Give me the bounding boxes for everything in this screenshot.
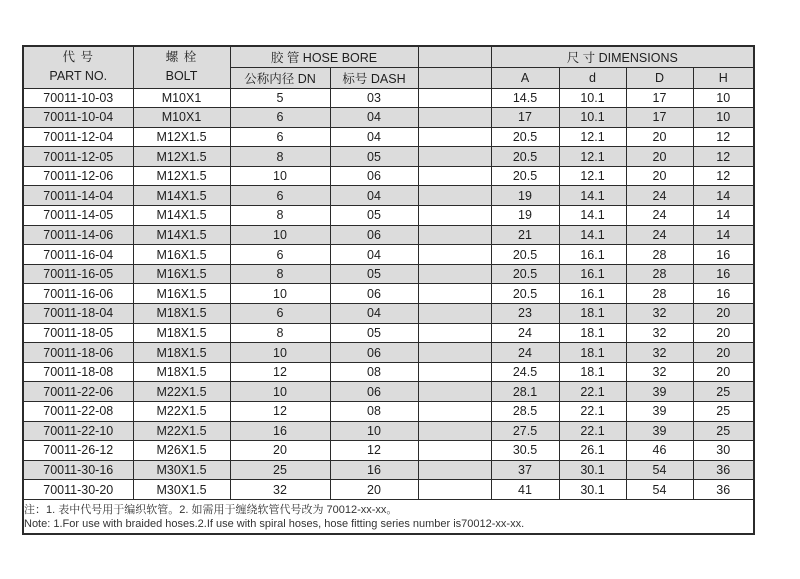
cell-part-no: 70011-18-04 bbox=[23, 304, 133, 324]
cell-dim-d-big: 54 bbox=[626, 480, 693, 500]
cell-dn: 6 bbox=[230, 108, 330, 128]
header-blank-top bbox=[418, 46, 491, 67]
cell-dn: 12 bbox=[230, 402, 330, 422]
cell-dim-h: 25 bbox=[693, 421, 754, 441]
cell-bolt: M12X1.5 bbox=[133, 127, 230, 147]
cell-dim-a: 20.5 bbox=[491, 245, 559, 265]
cell-dim-a: 41 bbox=[491, 480, 559, 500]
cell-part-no: 70011-22-06 bbox=[23, 382, 133, 402]
cell-dim-d-small: 18.1 bbox=[559, 304, 626, 324]
cell-dim-h: 10 bbox=[693, 108, 754, 128]
cell-dim-h: 36 bbox=[693, 460, 754, 480]
cell-dim-a: 24 bbox=[491, 343, 559, 363]
cell-dash: 06 bbox=[330, 166, 418, 186]
note-line-zh bbox=[24, 503, 753, 517]
cell-dn: 6 bbox=[230, 304, 330, 324]
cell-dn: 12 bbox=[230, 362, 330, 382]
cell-dash: 04 bbox=[330, 245, 418, 265]
col-header-dim-h: H bbox=[693, 67, 754, 88]
cell-dim-a: 20.5 bbox=[491, 147, 559, 167]
note-line-en bbox=[24, 517, 753, 531]
cell-dim-d-small: 22.1 bbox=[559, 421, 626, 441]
cell-part-no: 70011-26-12 bbox=[23, 441, 133, 461]
table-row bbox=[23, 284, 754, 304]
cell-dim-d-small: 16.1 bbox=[559, 264, 626, 284]
cell-dn: 6 bbox=[230, 186, 330, 206]
cell-bolt: M26X1.5 bbox=[133, 441, 230, 461]
cell-dn: 16 bbox=[230, 421, 330, 441]
cell-dim-h: 16 bbox=[693, 284, 754, 304]
cell-dash: 04 bbox=[330, 127, 418, 147]
table-row bbox=[23, 343, 754, 363]
cell-bolt: M16X1.5 bbox=[133, 264, 230, 284]
col-header-dim-d-big: D bbox=[626, 67, 693, 88]
cell-dn: 20 bbox=[230, 441, 330, 461]
cell-blank bbox=[418, 460, 491, 480]
cell-part-no: 70011-12-04 bbox=[23, 127, 133, 147]
col-header-part-no bbox=[23, 46, 133, 88]
cell-dim-d-small: 16.1 bbox=[559, 284, 626, 304]
cell-part-no: 70011-16-05 bbox=[23, 264, 133, 284]
col-header-part-no-en: PART NO. bbox=[49, 69, 108, 84]
cell-dim-h: 14 bbox=[693, 225, 754, 245]
cell-bolt: M16X1.5 bbox=[133, 284, 230, 304]
cell-dim-h: 16 bbox=[693, 264, 754, 284]
cell-dim-a: 27.5 bbox=[491, 421, 559, 441]
table-row bbox=[23, 421, 754, 441]
cell-bolt: M14X1.5 bbox=[133, 206, 230, 226]
table-footer bbox=[23, 499, 754, 534]
cell-dash: 05 bbox=[330, 147, 418, 167]
cell-blank bbox=[418, 323, 491, 343]
cell-blank bbox=[418, 343, 491, 363]
cell-blank bbox=[418, 206, 491, 226]
cell-bolt: M18X1.5 bbox=[133, 362, 230, 382]
cell-dn: 10 bbox=[230, 284, 330, 304]
cell-dim-d-small: 14.1 bbox=[559, 206, 626, 226]
cell-bolt: M14X1.5 bbox=[133, 186, 230, 206]
cell-blank bbox=[418, 402, 491, 422]
cell-dash: 08 bbox=[330, 362, 418, 382]
cell-blank bbox=[418, 421, 491, 441]
cell-part-no: 70011-14-04 bbox=[23, 186, 133, 206]
cell-dim-a: 17 bbox=[491, 108, 559, 128]
notes-cell bbox=[23, 499, 754, 534]
cell-dim-d-big: 20 bbox=[626, 147, 693, 167]
cell-bolt: M12X1.5 bbox=[133, 166, 230, 186]
cell-bolt: M12X1.5 bbox=[133, 147, 230, 167]
cell-part-no: 70011-18-08 bbox=[23, 362, 133, 382]
cell-dim-d-small: 12.1 bbox=[559, 147, 626, 167]
table-row bbox=[23, 88, 754, 108]
table-row bbox=[23, 402, 754, 422]
cell-bolt: M14X1.5 bbox=[133, 225, 230, 245]
cell-part-no: 70011-10-04 bbox=[23, 108, 133, 128]
cell-part-no: 70011-12-05 bbox=[23, 147, 133, 167]
cell-dim-d-big: 24 bbox=[626, 206, 693, 226]
cell-dim-a: 19 bbox=[491, 206, 559, 226]
cell-dash: 04 bbox=[330, 304, 418, 324]
table-body bbox=[23, 88, 754, 499]
cell-dim-d-small: 14.1 bbox=[559, 225, 626, 245]
table-row bbox=[23, 245, 754, 265]
cell-bolt: M18X1.5 bbox=[133, 304, 230, 324]
cell-dim-d-big: 39 bbox=[626, 421, 693, 441]
note-en-2: 2.If use with spiral hoses, hose fitting series number is70012-xx-xx. bbox=[197, 517, 525, 530]
group-header-hose-bore: 胶 管 HOSE BORE bbox=[230, 46, 418, 67]
table-row bbox=[23, 127, 754, 147]
note-zh-1: 注：1. 表中代号用于编织软管。 bbox=[24, 503, 180, 516]
col-header-bolt-en: BOLT bbox=[165, 69, 198, 84]
cell-dn: 5 bbox=[230, 88, 330, 108]
cell-blank bbox=[418, 284, 491, 304]
cell-dash: 05 bbox=[330, 206, 418, 226]
cell-blank bbox=[418, 304, 491, 324]
cell-bolt: M22X1.5 bbox=[133, 402, 230, 422]
cell-dim-d-small: 22.1 bbox=[559, 382, 626, 402]
group-header-dimensions: 尺 寸 DIMENSIONS bbox=[491, 46, 754, 67]
cell-part-no: 70011-18-05 bbox=[23, 323, 133, 343]
table-row bbox=[23, 480, 754, 500]
cell-dim-d-big: 20 bbox=[626, 166, 693, 186]
table-row bbox=[23, 460, 754, 480]
cell-dash: 05 bbox=[330, 323, 418, 343]
col-header-dn: 公称内径 DN bbox=[230, 67, 330, 88]
cell-dim-d-big: 24 bbox=[626, 186, 693, 206]
cell-blank bbox=[418, 166, 491, 186]
cell-dim-h: 25 bbox=[693, 402, 754, 422]
cell-bolt: M18X1.5 bbox=[133, 343, 230, 363]
cell-dn: 8 bbox=[230, 264, 330, 284]
cell-dash: 10 bbox=[330, 421, 418, 441]
cell-blank bbox=[418, 88, 491, 108]
cell-dim-h: 36 bbox=[693, 480, 754, 500]
col-header-bolt bbox=[133, 46, 230, 88]
table-row bbox=[23, 108, 754, 128]
cell-dim-d-small: 30.1 bbox=[559, 480, 626, 500]
cell-dim-d-big: 39 bbox=[626, 382, 693, 402]
cell-dash: 04 bbox=[330, 186, 418, 206]
cell-dim-d-big: 54 bbox=[626, 460, 693, 480]
cell-blank bbox=[418, 264, 491, 284]
cell-dim-a: 24 bbox=[491, 323, 559, 343]
cell-dim-d-small: 12.1 bbox=[559, 127, 626, 147]
cell-dim-h: 25 bbox=[693, 382, 754, 402]
cell-blank bbox=[418, 186, 491, 206]
col-header-dash: 标号 DASH bbox=[330, 67, 418, 88]
cell-dash: 20 bbox=[330, 480, 418, 500]
table-row bbox=[23, 206, 754, 226]
cell-part-no: 70011-14-06 bbox=[23, 225, 133, 245]
cell-part-no: 70011-22-10 bbox=[23, 421, 133, 441]
cell-dim-a: 21 bbox=[491, 225, 559, 245]
cell-dim-d-small: 16.1 bbox=[559, 245, 626, 265]
cell-blank bbox=[418, 382, 491, 402]
cell-dim-a: 20.5 bbox=[491, 284, 559, 304]
cell-blank bbox=[418, 127, 491, 147]
cell-dim-a: 28.1 bbox=[491, 382, 559, 402]
cell-blank bbox=[418, 108, 491, 128]
notes-row bbox=[23, 499, 754, 534]
cell-dn: 10 bbox=[230, 225, 330, 245]
table-row bbox=[23, 225, 754, 245]
cell-blank bbox=[418, 147, 491, 167]
cell-dim-d-small: 10.1 bbox=[559, 88, 626, 108]
cell-dim-d-big: 17 bbox=[626, 88, 693, 108]
cell-dn: 10 bbox=[230, 382, 330, 402]
cell-dash: 06 bbox=[330, 382, 418, 402]
table-row bbox=[23, 166, 754, 186]
cell-dim-a: 19 bbox=[491, 186, 559, 206]
cell-dim-h: 12 bbox=[693, 127, 754, 147]
cell-dim-h: 30 bbox=[693, 441, 754, 461]
cell-dash: 03 bbox=[330, 88, 418, 108]
note-zh-2: 2. 如需用于缠绕软管代号改为 70012-xx-xx。 bbox=[179, 503, 398, 516]
col-header-dim-a: A bbox=[491, 67, 559, 88]
note-en-1: Note: 1.For use with braided hoses. bbox=[24, 517, 198, 530]
cell-dim-d-big: 46 bbox=[626, 441, 693, 461]
cell-dim-d-big: 32 bbox=[626, 323, 693, 343]
cell-bolt: M18X1.5 bbox=[133, 323, 230, 343]
cell-dim-a: 14.5 bbox=[491, 88, 559, 108]
cell-dim-d-big: 28 bbox=[626, 284, 693, 304]
cell-dim-d-small: 12.1 bbox=[559, 166, 626, 186]
table-row bbox=[23, 264, 754, 284]
cell-blank bbox=[418, 441, 491, 461]
cell-dim-d-big: 17 bbox=[626, 108, 693, 128]
table-row bbox=[23, 382, 754, 402]
cell-dim-h: 16 bbox=[693, 245, 754, 265]
cell-bolt: M10X1 bbox=[133, 88, 230, 108]
cell-dim-h: 20 bbox=[693, 304, 754, 324]
cell-dim-d-small: 30.1 bbox=[559, 460, 626, 480]
cell-dim-a: 28.5 bbox=[491, 402, 559, 422]
cell-dn: 10 bbox=[230, 343, 330, 363]
table-row bbox=[23, 304, 754, 324]
cell-bolt: M22X1.5 bbox=[133, 382, 230, 402]
table-header bbox=[23, 46, 754, 88]
cell-dim-h: 10 bbox=[693, 88, 754, 108]
cell-dash: 08 bbox=[330, 402, 418, 422]
cell-dn: 8 bbox=[230, 147, 330, 167]
cell-dim-d-small: 22.1 bbox=[559, 402, 626, 422]
header-row-1 bbox=[23, 46, 754, 67]
cell-blank bbox=[418, 480, 491, 500]
cell-bolt: M10X1 bbox=[133, 108, 230, 128]
cell-dash: 16 bbox=[330, 460, 418, 480]
cell-dn: 8 bbox=[230, 206, 330, 226]
table-row bbox=[23, 441, 754, 461]
cell-dim-a: 24.5 bbox=[491, 362, 559, 382]
cell-part-no: 70011-14-05 bbox=[23, 206, 133, 226]
cell-dim-a: 30.5 bbox=[491, 441, 559, 461]
cell-part-no: 70011-30-20 bbox=[23, 480, 133, 500]
cell-bolt: M16X1.5 bbox=[133, 245, 230, 265]
cell-dim-a: 23 bbox=[491, 304, 559, 324]
cell-dim-d-big: 28 bbox=[626, 245, 693, 265]
cell-dim-a: 20.5 bbox=[491, 166, 559, 186]
table-row bbox=[23, 186, 754, 206]
hose-fitting-spec-table bbox=[22, 45, 755, 535]
cell-dash: 06 bbox=[330, 225, 418, 245]
cell-bolt: M30X1.5 bbox=[133, 460, 230, 480]
cell-dim-d-small: 18.1 bbox=[559, 362, 626, 382]
cell-dim-h: 12 bbox=[693, 147, 754, 167]
cell-dim-h: 14 bbox=[693, 186, 754, 206]
cell-dim-h: 14 bbox=[693, 206, 754, 226]
cell-part-no: 70011-18-06 bbox=[23, 343, 133, 363]
cell-part-no: 70011-16-06 bbox=[23, 284, 133, 304]
table-row bbox=[23, 362, 754, 382]
cell-part-no: 70011-12-06 bbox=[23, 166, 133, 186]
cell-dash: 04 bbox=[330, 108, 418, 128]
cell-dn: 8 bbox=[230, 323, 330, 343]
cell-dim-d-big: 32 bbox=[626, 343, 693, 363]
cell-bolt: M30X1.5 bbox=[133, 480, 230, 500]
cell-dim-d-big: 24 bbox=[626, 225, 693, 245]
col-header-dim-d-small: d bbox=[559, 67, 626, 88]
cell-dim-a: 37 bbox=[491, 460, 559, 480]
col-header-part-no-zh: 代 号 bbox=[62, 49, 94, 64]
col-header-bolt-zh: 螺 栓 bbox=[165, 49, 198, 64]
cell-dim-h: 20 bbox=[693, 323, 754, 343]
cell-dim-d-big: 20 bbox=[626, 127, 693, 147]
cell-dim-a: 20.5 bbox=[491, 264, 559, 284]
cell-dim-h: 12 bbox=[693, 166, 754, 186]
cell-dn: 10 bbox=[230, 166, 330, 186]
cell-dash: 05 bbox=[330, 264, 418, 284]
cell-blank bbox=[418, 362, 491, 382]
cell-dim-d-small: 14.1 bbox=[559, 186, 626, 206]
cell-dn: 25 bbox=[230, 460, 330, 480]
cell-dim-h: 20 bbox=[693, 362, 754, 382]
cell-bolt: M22X1.5 bbox=[133, 421, 230, 441]
cell-part-no: 70011-22-08 bbox=[23, 402, 133, 422]
cell-dim-d-small: 10.1 bbox=[559, 108, 626, 128]
cell-dim-d-small: 26.1 bbox=[559, 441, 626, 461]
cell-dim-d-small: 18.1 bbox=[559, 343, 626, 363]
cell-dn: 6 bbox=[230, 245, 330, 265]
cell-dim-d-big: 39 bbox=[626, 402, 693, 422]
cell-dn: 32 bbox=[230, 480, 330, 500]
cell-part-no: 70011-16-04 bbox=[23, 245, 133, 265]
cell-dim-d-big: 28 bbox=[626, 264, 693, 284]
cell-part-no: 70011-30-16 bbox=[23, 460, 133, 480]
cell-blank bbox=[418, 225, 491, 245]
table-row bbox=[23, 147, 754, 167]
cell-dim-d-big: 32 bbox=[626, 304, 693, 324]
cell-dim-d-big: 32 bbox=[626, 362, 693, 382]
cell-blank bbox=[418, 245, 491, 265]
cell-dim-a: 20.5 bbox=[491, 127, 559, 147]
table-row bbox=[23, 323, 754, 343]
cell-part-no: 70011-10-03 bbox=[23, 88, 133, 108]
cell-dash: 06 bbox=[330, 284, 418, 304]
cell-dash: 12 bbox=[330, 441, 418, 461]
cell-dash: 06 bbox=[330, 343, 418, 363]
cell-dn: 6 bbox=[230, 127, 330, 147]
header-blank-bottom bbox=[418, 67, 491, 88]
cell-dim-h: 20 bbox=[693, 343, 754, 363]
cell-dim-d-small: 18.1 bbox=[559, 323, 626, 343]
